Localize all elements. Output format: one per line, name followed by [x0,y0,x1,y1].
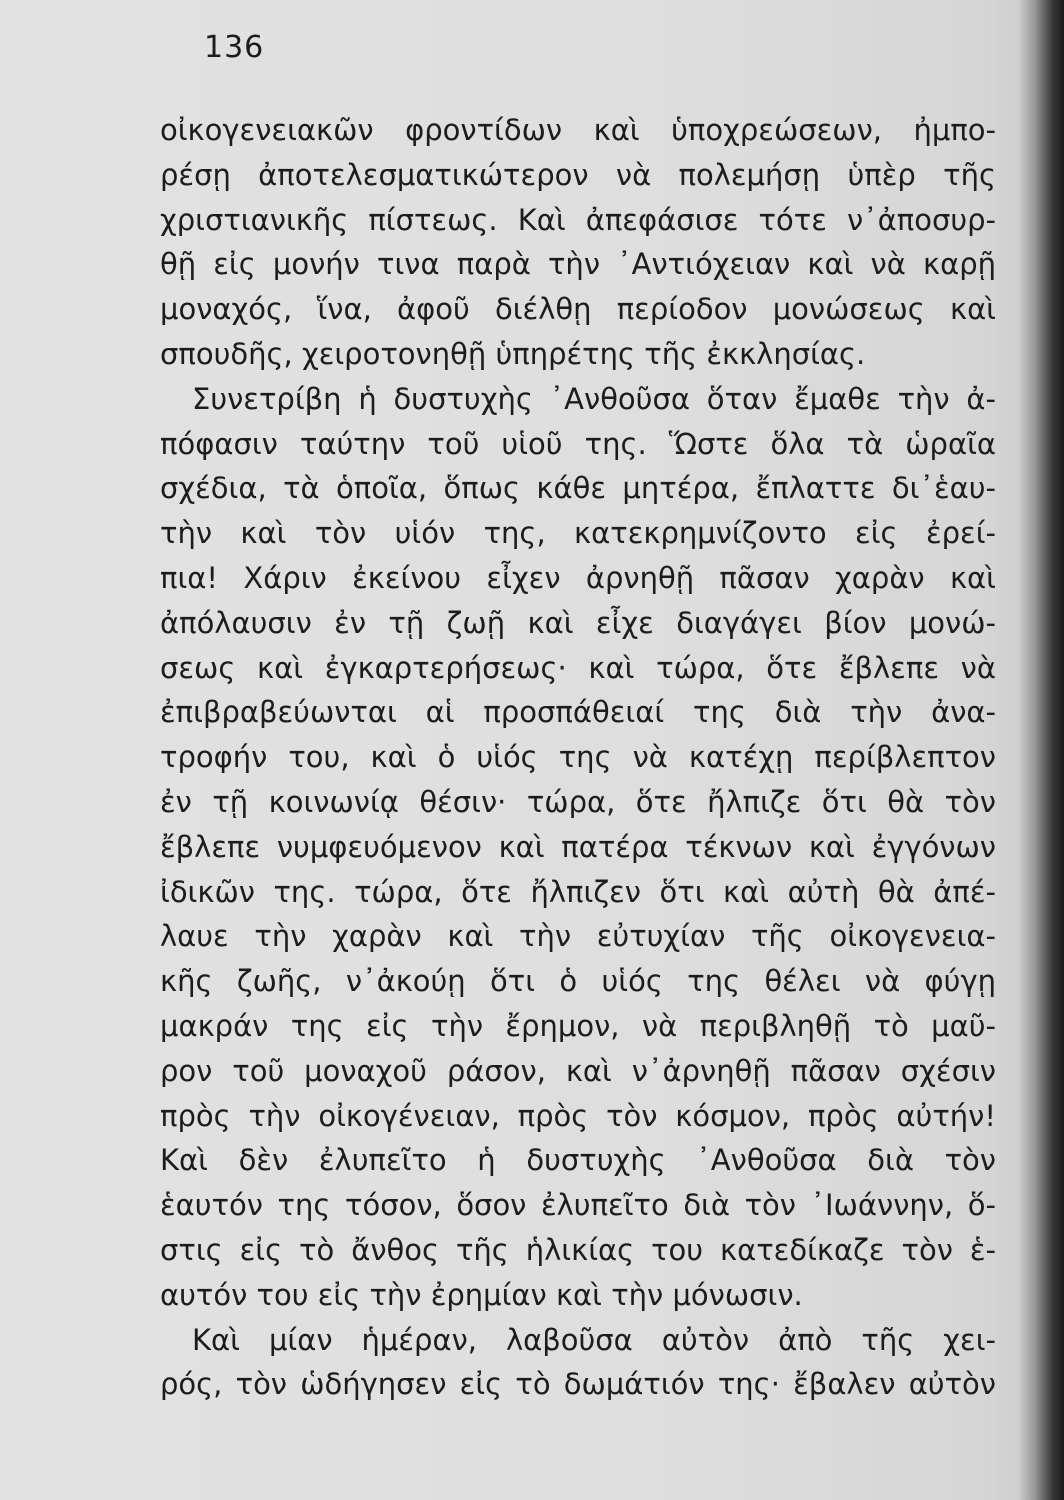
text-line: Καὶ δὲν ἐλυπεῖτο ἡ δυστυχὴς ᾿Ανθοῦσα διὰ τὸν [160,1143,996,1178]
body-text [160,108,996,1407]
text-line: ρέσῃ ἀποτελεσματικώτερον νὰ πολεμήσῃ ὑπὲρ τῆς [160,157,996,192]
text-line: ρον τοῦ μοναχοῦ ράσον, καὶ ν᾿ἀρνηθῇ πᾶσαν σχέσιν [160,1053,996,1088]
text-line: πόφασιν ταύτην τοῦ υἱοῦ της. Ὥστε ὅλα τὰ ὡραῖα [160,426,996,461]
text-line: ἔβλεπε νυμφευόμενον καὶ πατέρα τέκνων καὶ ἐγγόνων [160,829,996,864]
text-line: σπουδῆς, χειροτονηθῇ ὑπηρέτης τῆς ἐκκλησίας. [160,336,866,371]
text-line: σχέδια, τὰ ὁποῖα, ὅπως κάθε μητέρα, ἔπλαττε δι᾿ἑαυ- [160,471,996,506]
text-line: στις εἰς τὸ ἄνθος τῆς ἡλικίας του κατεδίκαζε τὸν ἑ- [160,1232,996,1267]
text-line: τὴν καὶ τὸν υἱόν της, κατεκρημνίζοντο εἰς ἐρεί- [160,516,996,551]
text-line: λαυε τὴν χαρὰν καὶ τὴν εὐτυχίαν τῆς οἰκογενεια- [160,919,996,954]
text-line: Καὶ μίαν ἡμέραν, λαβοῦσα αὐτὸν ἀπὸ τῆς χει- [192,1322,996,1357]
text-line: χριστιανικῆς πίστεως. Καὶ ἀπεφάσισε τότε ν᾿ἀποσυρ- [160,202,996,237]
text-line: πια! Χάριν ἐκείνου εἶχεν ἀρνηθῇ πᾶσαν χαρὰν καὶ [160,560,996,595]
text-line: ἰδικῶν της. τώρα, ὅτε ἤλπιζεν ὅτι καὶ αὐτὴ θὰ ἀπέ- [160,874,996,909]
text-line: ἐπιβραβεύωνται αἱ προσπάθειαί της διὰ τὴν ἀνα- [160,695,996,730]
text-line: μακράν της εἰς τὴν ἔρημον, νὰ περιβληθῇ τὸ μαῦ- [160,1008,996,1043]
text-line: πρὸς τὴν οἰκογένειαν, πρὸς τὸν κόσμον, πρὸς αὐτήν! [160,1098,996,1133]
text-line: ἀπόλαυσιν ἐν τῇ ζωῇ καὶ εἶχε διαγάγει βίον μονώ- [160,605,996,640]
text-line: θῇ εἰς μονήν τινα παρὰ τὴν ᾿Αντιόχειαν καὶ νὰ καρῇ [160,247,996,282]
text-line: μοναχός, ἵνα, ἀφοῦ διέλθῃ περίοδον μονώσεως καὶ [160,292,996,327]
text-line: Συνετρίβη ἡ δυστυχὴς ᾿Ανθοῦσα ὅταν ἔμαθε τὴν ἀ- [192,381,996,416]
text-line: αυτόν του εἰς τὴν ἐρημίαν καὶ τὴν μόνωσιν. [160,1277,803,1312]
book-spine-shadow [1018,0,1064,1500]
text-line: ρός, τὸν ὡδήγησεν εἰς τὸ δωμάτιόν της· ἔβαλεν αὐτὸν [160,1367,996,1402]
text-line: κῆς ζωῆς, ν᾿ἀκούῃ ὅτι ὁ υἱός της θέλει νὰ φύγῃ [160,964,996,999]
text-line: τροφήν του, καὶ ὁ υἱός της νὰ κατέχῃ περίβλεπτον [160,740,996,775]
page-number: 136 [204,30,265,65]
text-line: ἐν τῇ κοινωνίᾳ θέσιν· τώρα, ὅτε ἤλπιζε ὅτι θὰ τὸν [160,784,996,819]
text-line: σεως καὶ ἐγκαρτερήσεως· καὶ τώρα, ὅτε ἔβλεπε νὰ [160,650,996,685]
text-line: οἰκογενειακῶν φροντίδων καὶ ὑποχρεώσεων, ἠμπο- [160,113,996,147]
text-line: ἑαυτόν της τόσον, ὅσον ἐλυπεῖτο διὰ τὸν ᾿Ιωάννην, ὅ- [160,1188,996,1223]
